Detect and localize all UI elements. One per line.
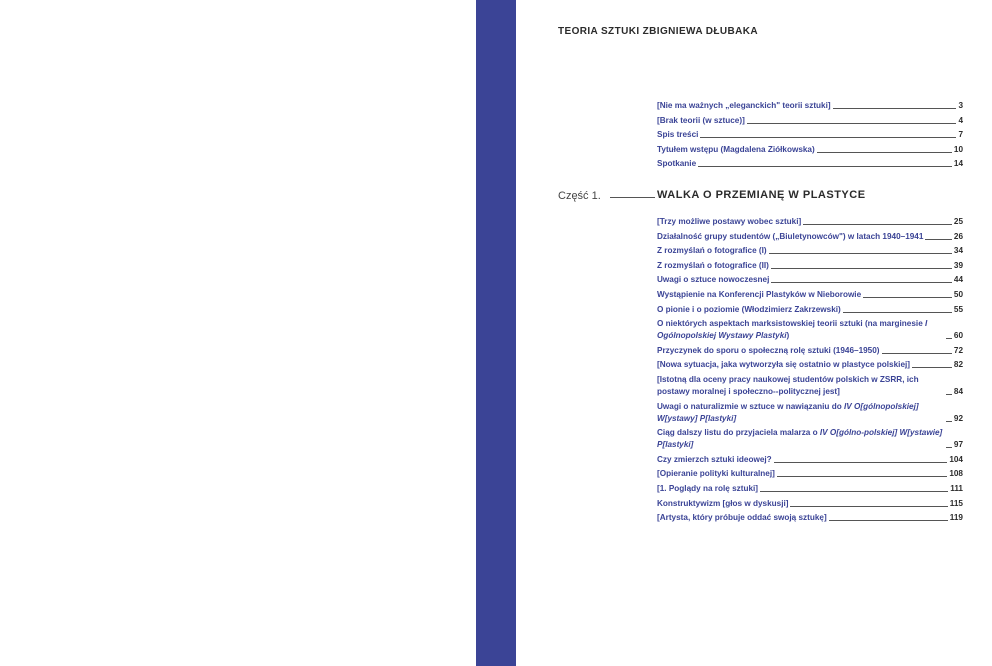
toc-leader-line [817, 152, 952, 153]
toc-front-matter [657, 100, 963, 173]
toc-entry-title [657, 144, 815, 156]
toc-entry-title-text: Spis treści [657, 130, 699, 140]
toc-entry-title-text: [Brak teorii (w sztuce)] [657, 115, 745, 125]
toc-entry-title-text: O niektórych aspektach marksistowskiej teorii sztuki (na marginesie [657, 319, 926, 329]
toc-leader-line [946, 338, 952, 339]
toc-entry-title [657, 158, 696, 170]
toc-entry-title-text: [Artysta, który próbuje oddać swoją sztukę] [657, 513, 827, 523]
toc-entry-title-text: Spotkanie [657, 159, 697, 169]
toc-entry-title [657, 318, 944, 342]
toc-entry[interactable] [657, 374, 963, 398]
toc-entry-title-text: Konstruktywizm [głos w dyskusji] [657, 498, 789, 508]
toc-entry-title [657, 304, 841, 316]
part-label: Część 1. [558, 190, 601, 202]
toc-page-number: 34 [953, 246, 963, 256]
toc-entry[interactable] [657, 100, 963, 112]
toc-page-number: 72 [953, 345, 963, 355]
toc-leader-line [774, 462, 948, 463]
toc-entry-title-text: [Nowa sytuacja, jaka wytworzyła się ostatnio w plastyce polskiej] [657, 360, 910, 370]
toc-entry-title [657, 512, 827, 524]
toc-page-number: 39 [953, 260, 963, 270]
toc-leader-line [700, 137, 956, 138]
toc-entry-title [657, 231, 923, 243]
toc-entry-title [657, 359, 910, 371]
running-head: TEORIA SZTUKI ZBIGNIEWA DŁUBAKA [558, 26, 758, 37]
toc-leader-line [771, 268, 952, 269]
toc-leader-line [833, 108, 957, 109]
toc-entry-title [657, 100, 831, 112]
toc-entry[interactable] [657, 245, 963, 257]
toc-entry[interactable] [657, 231, 963, 243]
toc-leader-line [698, 166, 952, 167]
toc-leader-line [760, 491, 948, 492]
toc-leader-line [843, 312, 952, 313]
toc-entry-title-italic: IV O[gólnopolskiej] W[ystawy] P[lastyki] [657, 401, 919, 423]
toc-entry[interactable] [657, 144, 963, 156]
toc-page-number: 84 [953, 386, 963, 396]
toc-entry-title [657, 260, 769, 272]
toc-entry-title-text: [Opieranie polityki kulturalnej] [657, 469, 775, 479]
toc-entry[interactable] [657, 401, 963, 425]
toc-page-number: 104 [949, 454, 963, 464]
toc-entry[interactable] [657, 512, 963, 524]
toc-entry-title-text: [1. Poglądy na rolę sztuki] [657, 483, 759, 493]
toc-entry[interactable] [657, 483, 963, 495]
toc-entry-title-text: Czy zmierzch sztuki ideowej? [657, 454, 772, 464]
toc-page-number: 26 [953, 231, 963, 241]
toc-entry-title-after: ) [786, 331, 790, 341]
toc-page-number: 3 [958, 101, 963, 110]
toc-leader-line [946, 447, 952, 448]
toc-entry-title-text: Wystąpienie na Konferencji Plastyków w Nieborowie [657, 289, 862, 299]
toc-page-number: 92 [953, 413, 963, 423]
toc-entry-title [657, 129, 698, 141]
toc-leader-line [769, 253, 952, 254]
toc-entry-title [657, 427, 944, 451]
toc-entry[interactable] [657, 454, 963, 466]
toc-entry-title-text: Z rozmyślań o fotografice (I) [657, 246, 767, 256]
toc-page-number: 44 [953, 275, 963, 285]
toc-entry-title [657, 454, 772, 466]
toc-entry-title-text: O pionie i o poziomie (Włodzimierz Zakrzewski) [657, 304, 841, 314]
toc-entry-title-italic: IV O[gólno-polskiej] W[ystawie] P[lastyki] [657, 428, 943, 450]
toc-entry-title-text: Uwagi o naturalizmie w sztuce w nawiązaniu do [657, 401, 844, 411]
toc-leader-line [925, 239, 951, 240]
toc-leader-line [747, 123, 957, 124]
toc-page-number: 60 [953, 331, 963, 341]
toc-leader-line [882, 353, 952, 354]
toc-entry-title [657, 115, 745, 127]
toc-entry-title-text: Działalność grupy studentów („Biuletynowców") w latach 1940–1941 [657, 231, 924, 241]
toc-leader-line [829, 520, 948, 521]
toc-leader-line [863, 297, 952, 298]
toc-entry-title-text: [Nie ma ważnych „eleganckich" teorii sztuki] [657, 101, 831, 110]
toc-entry[interactable] [657, 260, 963, 272]
toc-page-number: 7 [958, 130, 963, 140]
toc-page-number: 119 [949, 513, 963, 523]
toc-entry-title-text: [Trzy możliwe postawy wobec sztuki] [657, 217, 802, 226]
toc-page-number: 10 [953, 144, 963, 154]
toc-entry-title [657, 216, 801, 228]
toc-entry-title-text: [Istotną dla oceny pracy naukowej studentów polskich w ZSRR, ich postawy moralnej i społeczno--politycznej jest] [657, 374, 919, 396]
toc-entry[interactable] [657, 318, 963, 342]
toc-entry[interactable] [657, 304, 963, 316]
toc-leader-line [790, 506, 947, 507]
toc-entry-title [657, 468, 775, 480]
toc-entry-title [657, 245, 767, 257]
toc-entry[interactable] [657, 498, 963, 510]
toc-page-number: 55 [953, 304, 963, 314]
toc-entry-title [657, 483, 758, 495]
toc-leader-line [946, 394, 952, 395]
toc-entry-title-text: Ciąg dalszy listu do przyjaciela malarza o [657, 428, 820, 438]
toc-page-number: 4 [958, 115, 963, 125]
toc-entry-title [657, 289, 861, 301]
toc-entry-title [657, 374, 944, 398]
toc-page-number: 50 [953, 289, 963, 299]
toc-entry[interactable] [657, 345, 963, 357]
toc-page-number: 82 [953, 360, 963, 370]
toc-entry[interactable] [657, 129, 963, 141]
toc-entry[interactable] [657, 289, 963, 301]
toc-entry-title-text: Tytułem wstępu (Magdalena Ziółkowska) [657, 144, 815, 154]
toc-part-entries [657, 216, 963, 527]
toc-page-number: 115 [949, 498, 963, 508]
toc-entry-title [657, 401, 944, 425]
toc-leader-line [771, 282, 952, 283]
toc-page-number: 111 [950, 483, 963, 493]
toc-leader-line [946, 421, 952, 422]
toc-entry-title [657, 498, 788, 510]
toc-entry-title-text: Uwagi o sztuce nowoczesnej [657, 275, 770, 285]
toc-leader-line [803, 224, 952, 225]
toc-entry-title-text: Przyczynek do sporu o społeczną rolę sztuki (1946–1950) [657, 345, 880, 355]
toc-entry-title [657, 274, 769, 286]
part-leader-line [610, 197, 655, 198]
toc-entry[interactable] [657, 468, 963, 480]
toc-entry[interactable] [657, 359, 963, 371]
toc-leader-line [777, 476, 947, 477]
toc-entry-title [657, 345, 880, 357]
toc-leader-line [912, 367, 952, 368]
toc-page-number: 97 [953, 440, 963, 450]
toc-entry-title-italic: I Ogólnopolskiej Wystawy Plastyki [657, 319, 928, 341]
part-title: WALKA O PRZEMIANĘ W PLASTYCE [657, 189, 866, 201]
toc-entry[interactable] [657, 115, 963, 127]
toc-entry[interactable] [657, 158, 963, 170]
toc-entry[interactable] [657, 274, 963, 286]
toc-entry[interactable] [657, 427, 963, 451]
part-heading [558, 188, 963, 204]
toc-page-number: 14 [953, 159, 963, 169]
toc-page-number: 25 [953, 217, 963, 226]
toc-page-number: 108 [949, 469, 963, 479]
toc-entry[interactable] [657, 216, 963, 228]
toc-entry-title-text: Z rozmyślań o fotografice (II) [657, 260, 769, 270]
book-spine-band [476, 0, 516, 666]
